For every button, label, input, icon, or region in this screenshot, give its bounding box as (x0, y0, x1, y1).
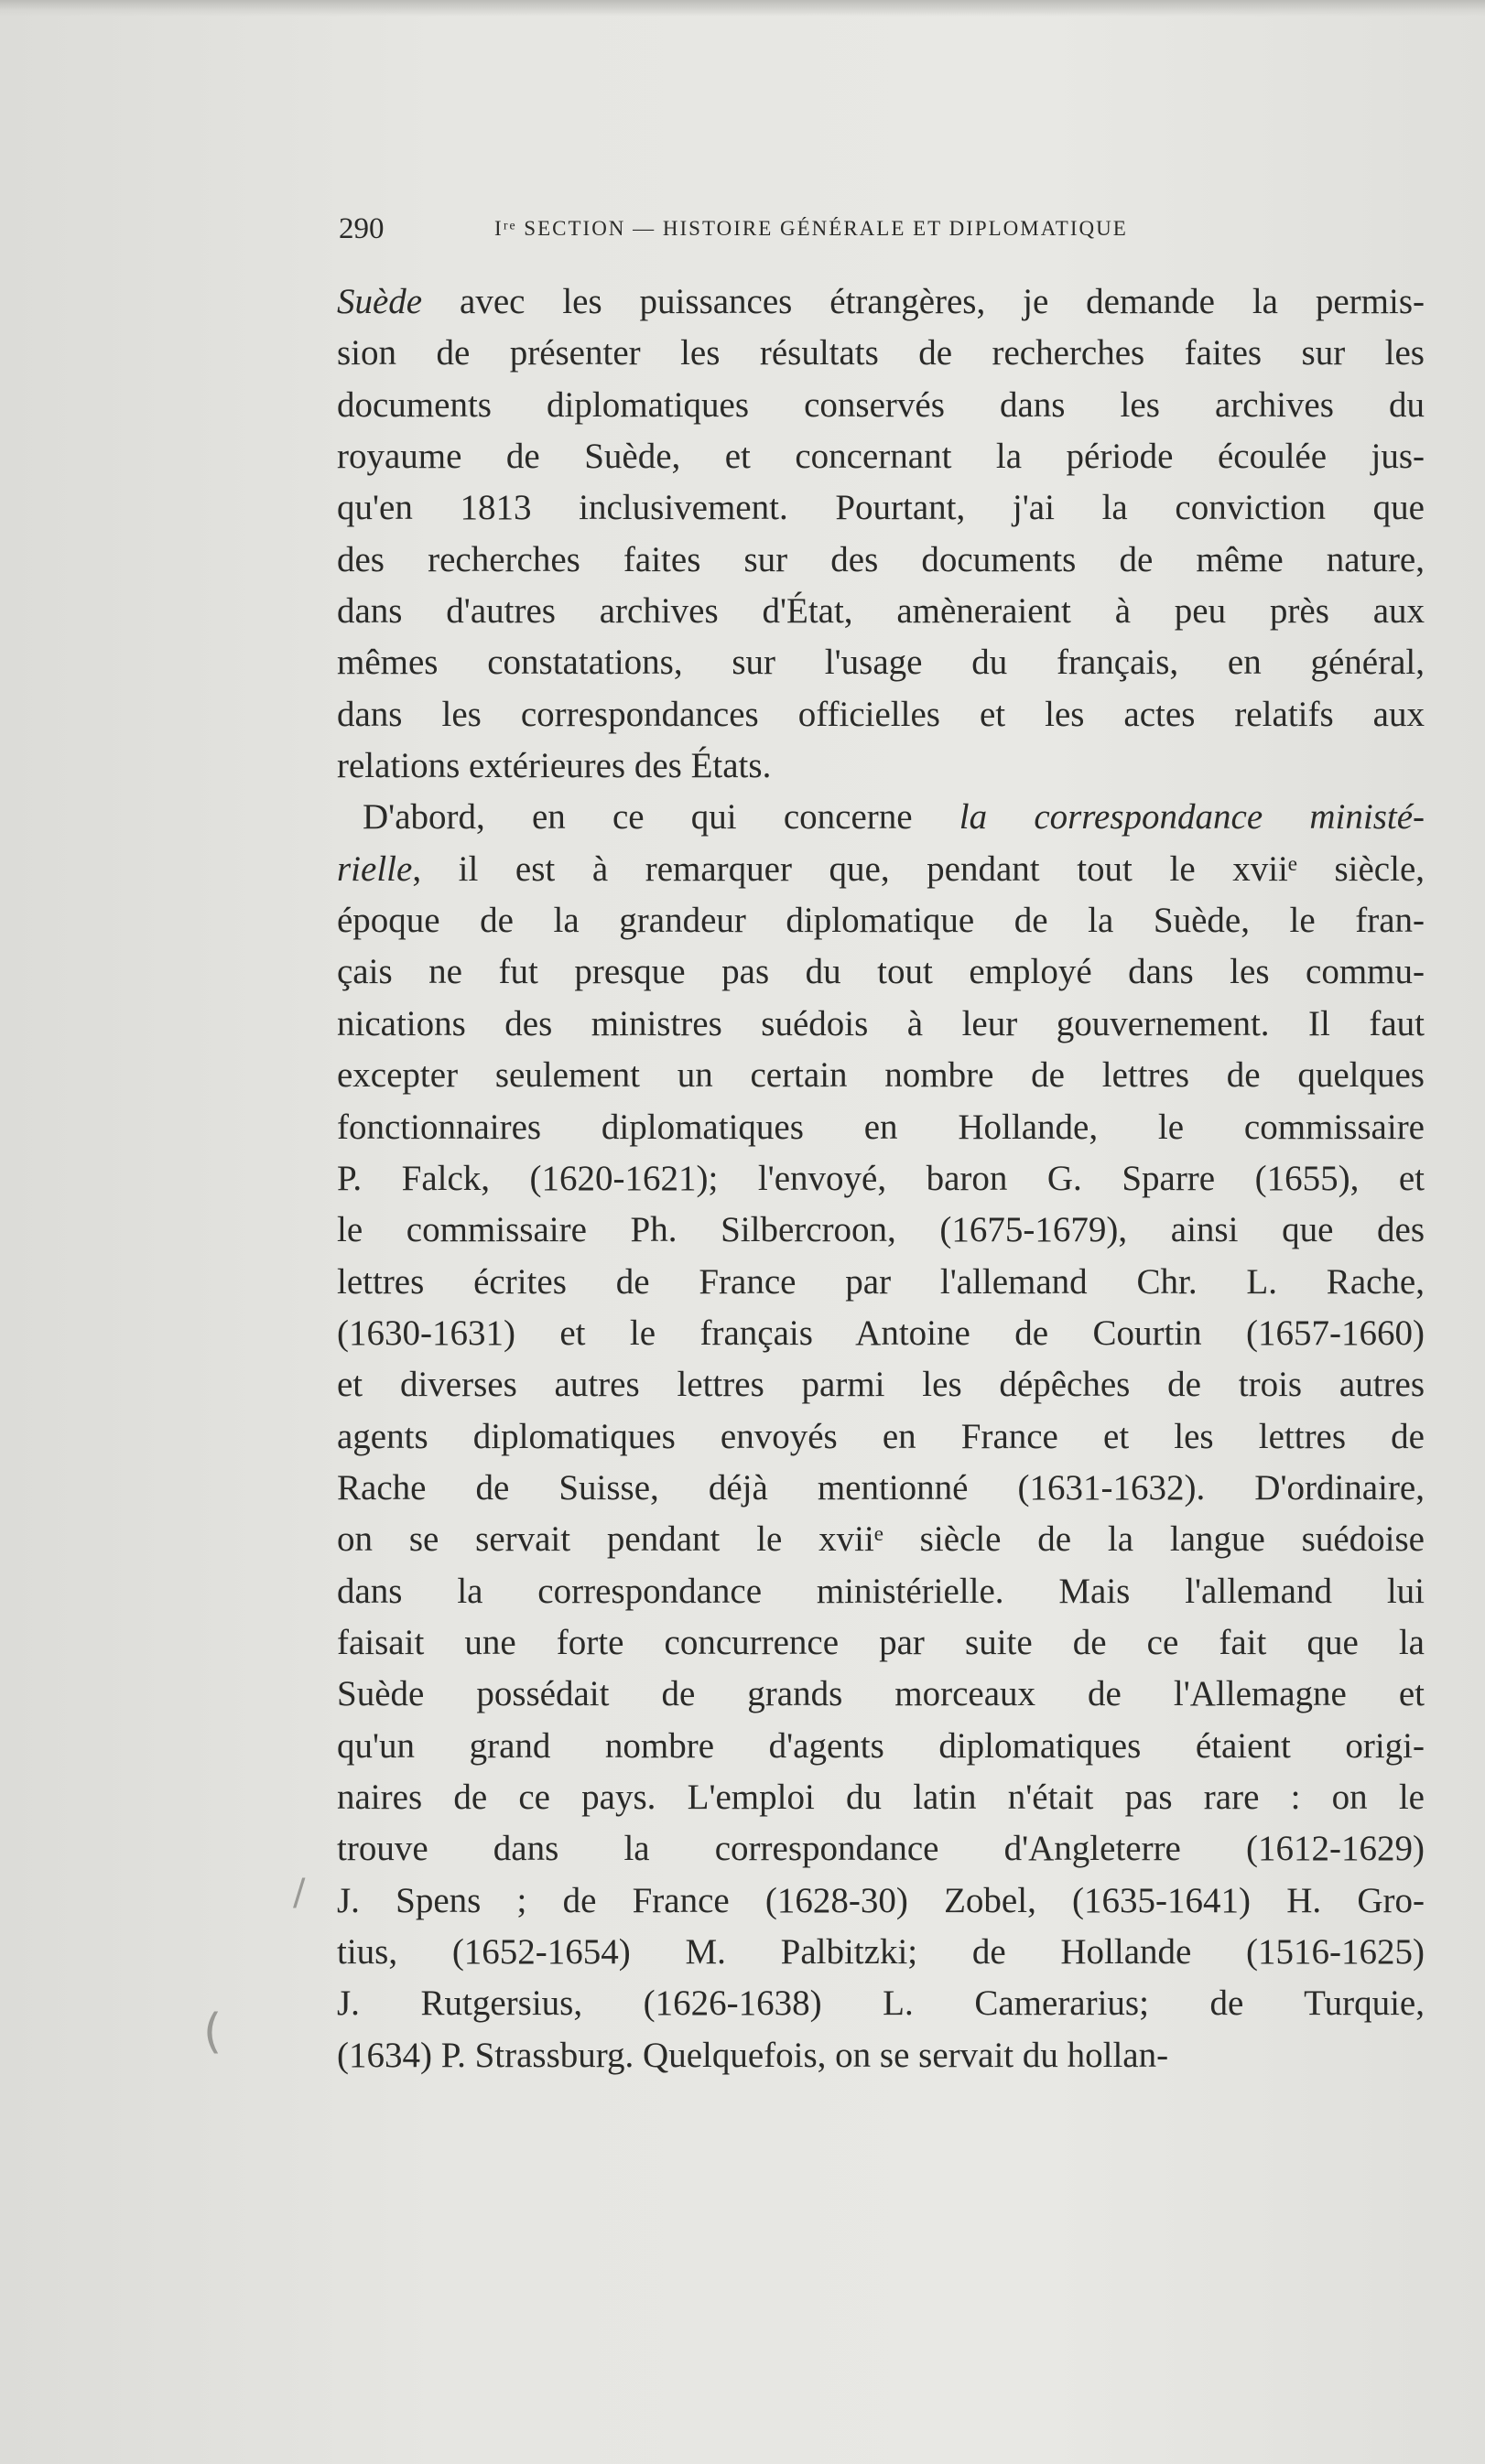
text-line: royaume de Suède, et concernant la période écoulée jus- (337, 437, 1425, 477)
pencil-mark-icon: / (293, 1872, 306, 1914)
text-line: on se servait pendant le xviiᵉ siècle de la langue suédoise (337, 1519, 1425, 1560)
running-head (339, 212, 1424, 249)
text-line: dans la correspondance ministérielle. Mais l'allemand lui (337, 1571, 1425, 1611)
body-text (337, 276, 1425, 2081)
text-line: fonctionnaires diplomatiques en Hollande, le commissaire (337, 1107, 1425, 1147)
text-line: trouve dans la correspondance d'Angleterre (1612-1629) (337, 1829, 1425, 1869)
text-line: Suède possédait de grands morceaux de l'Allemagne et (337, 1674, 1425, 1714)
text-line: sion de présenter les résultats de recherches faites sur les (337, 333, 1425, 373)
text-line: çais ne fut presque pas du tout employé dans les commu- (337, 952, 1425, 992)
text-line: (1634) P. Strassburg. Quelquefois, on se servait du hollan- (337, 2035, 1169, 2075)
text-line: D'abord, en ce qui concerne la correspondance ministé- (363, 797, 1425, 838)
text-line: J. Rutgersius, (1626-1638) L. Camerarius; de Turquie, (337, 1983, 1425, 2024)
text-line: excepter seulement un certain nombre de lettres de quelques (337, 1055, 1425, 1096)
text-line: relations extérieures des États. (337, 746, 772, 786)
text-line: (1630-1631) et le français Antoine de Courtin (1657-1660) (337, 1313, 1425, 1353)
pencil-mark-icon: ( (203, 2005, 222, 2059)
page-number: 290 (339, 212, 385, 245)
text-line: des recherches faites sur des documents de même nature, (337, 539, 1425, 579)
text-line: qu'en 1813 inclusivement. Pourtant, j'ai la conviction que (337, 488, 1425, 528)
text-line: documents diplomatiques conservés dans les archives du (337, 384, 1425, 425)
text-line: qu'un grand nombre d'agents diplomatiques étaient origi- (337, 1725, 1425, 1766)
text-line: le commissaire Ph. Silbercroon, (1675-1679), ainsi que des (337, 1210, 1425, 1250)
text-line: Suède avec les puissances étrangères, je demande la permis- (337, 282, 1425, 321)
running-title: Iʳᵉ SECTION — HISTOIRE GÉNÉRALE ET DIPLOMATIQUE (494, 217, 1128, 240)
text-line: agents diplomatiques envoyés en France et les lettres de (337, 1416, 1425, 1456)
text-line: rielle, il est à remarquer que, pendant tout le xviiᵉ siècle, (337, 848, 1425, 889)
text-line: lettres écrites de France par l'allemand Chr. L. Rache, (337, 1261, 1425, 1302)
text-line: J. Spens ; de France (1628-30) Zobel, (1635-1641) H. Gro- (337, 1880, 1425, 1920)
text-line: et diverses autres lettres parmi les dépêches de trois autres (337, 1365, 1425, 1405)
text-line: P. Falck, (1620-1621); l'envoyé, baron G. Sparre (1655), et (337, 1158, 1425, 1198)
text-line: époque de la grandeur diplomatique de la Suède, le fran- (337, 901, 1425, 941)
text-line: dans les correspondances officielles et les actes relatifs aux (337, 694, 1425, 734)
text-line: nications des ministres suédois à leur gouvernement. Il faut (337, 1003, 1425, 1043)
page-top-edge (0, 0, 1485, 16)
text-line: Rache de Suisse, déjà mentionné (1631-1632). D'ordinaire, (337, 1467, 1425, 1508)
text-line: dans d'autres archives d'État, amèneraient à peu près aux (337, 591, 1425, 632)
text-line: tius, (1652-1654) M. Palbitzki; de Hollande (1516-1625) (337, 1932, 1425, 1972)
text-line: naires de ce pays. L'emploi du latin n'était pas rare : on le (337, 1777, 1425, 1817)
text-line: mêmes constatations, sur l'usage du français, en général, (337, 643, 1425, 683)
text-line: faisait une forte concurrence par suite de ce fait que la (337, 1622, 1425, 1662)
